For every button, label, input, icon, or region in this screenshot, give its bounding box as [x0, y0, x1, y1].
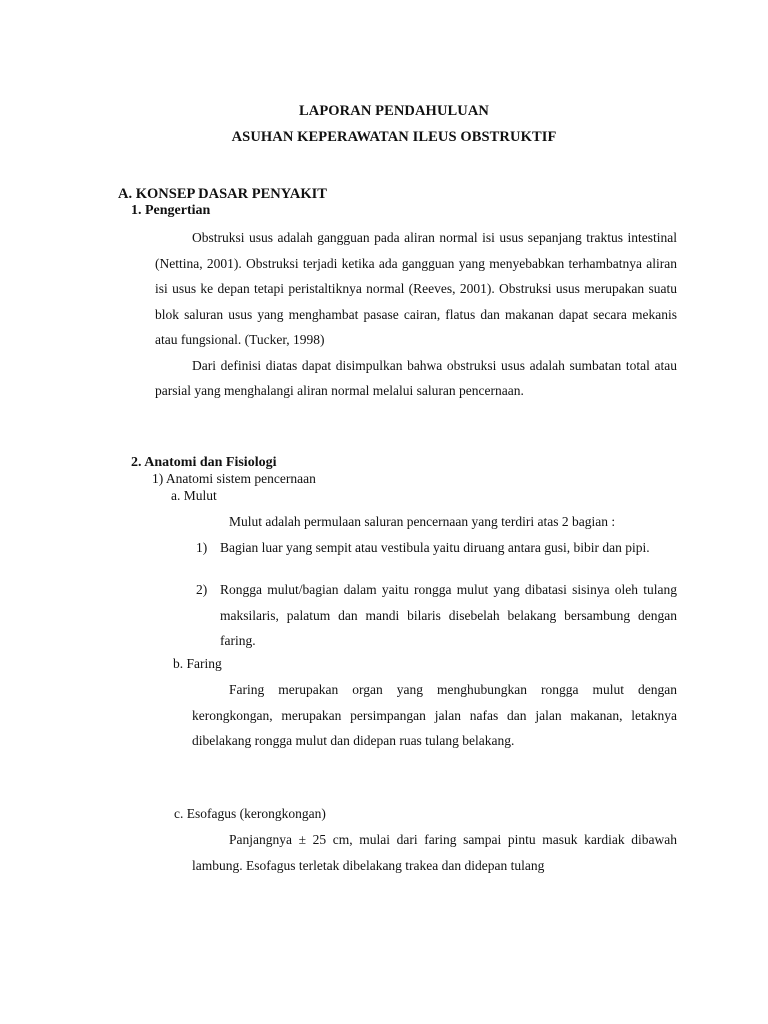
mouth-point-2-text: Rongga mulut/bagian dalam yaitu rongga mulut yang dibatasi sisinya oleh tulang maksilaris, palatum dan mandi bilaris disebelah belakang bersambung dengan faring. — [220, 582, 677, 648]
mouth-point-2-number: 2) — [196, 582, 208, 597]
pharynx-text: Faring merupakan organ yang menghubungkan rongga mulut dengan kerongkongan, merupakan persimpangan jalan nafas dan jalan makanan, letaknya dibelakang rongga mulut dan didepan ruas tulang belakang. — [192, 682, 677, 748]
mouth-point-2 — [196, 577, 677, 655]
title-line-2: ASUHAN KEPERAWATAN ILEUS OBSTRUKTIF — [231, 129, 557, 145]
definition-paragraph-2: Dari definisi diatas dapat disimpulkan bahwa obstruksi usus adalah sumbatan total atau parsial yang menghalangi aliran normal melalui saluran pencernaan. — [155, 357, 677, 398]
pharynx-heading: b. Faring — [173, 656, 222, 671]
mouth-heading: a. Mulut — [171, 488, 217, 503]
pharynx-paragraph — [192, 677, 677, 754]
mouth-point-1-text: Bagian luar yang sempit atau vestibula yaitu diruang antara gusi, bibir dan pipi. — [220, 540, 650, 555]
esophagus-paragraph — [192, 827, 677, 878]
esophagus-text: Panjangnya ± 25 cm, mulai dari faring sampai pintu masuk kardiak dibawah lambung. Esofagus terletak dibelakang trakea dan didepan tulang — [192, 832, 677, 873]
section-a-heading: A. KONSEP DASAR PENYAKIT — [118, 186, 327, 202]
definition-paragraphs — [155, 225, 677, 404]
subsection-2-heading: 2. Anatomi dan Fisiologi — [131, 455, 277, 470]
esophagus-heading: c. Esofagus (kerongkongan) — [174, 806, 326, 821]
anatomy-subheading: 1) Anatomi sistem pencernaan — [152, 471, 316, 486]
title-line-1: LAPORAN PENDAHULUAN — [299, 103, 489, 119]
mouth-intro — [192, 509, 677, 535]
definition-paragraph-1: Obstruksi usus adalah gangguan pada aliran normal isi usus sepanjang traktus intestinal (Nettina, 2001). Obstruksi terjadi ketika ada gangguan yang menyebabkan terhambatnya aliran isi usus ke depan tetapi peristaltiknya normal (Reeves, 2001). Obstruksi usus merupakan suatu blok saluran usus yang menghambat pasase cairan, flatus dan makanan dapat secara mekanis atau fungsional. (Tucker, 1998) — [155, 230, 677, 347]
mouth-intro-text: Mulut adalah permulaan saluran pencernaan yang terdiri atas 2 bagian : — [229, 514, 616, 529]
subsection-1-heading: 1. Pengertian — [131, 203, 211, 218]
mouth-point-1-number: 1) — [196, 540, 208, 555]
